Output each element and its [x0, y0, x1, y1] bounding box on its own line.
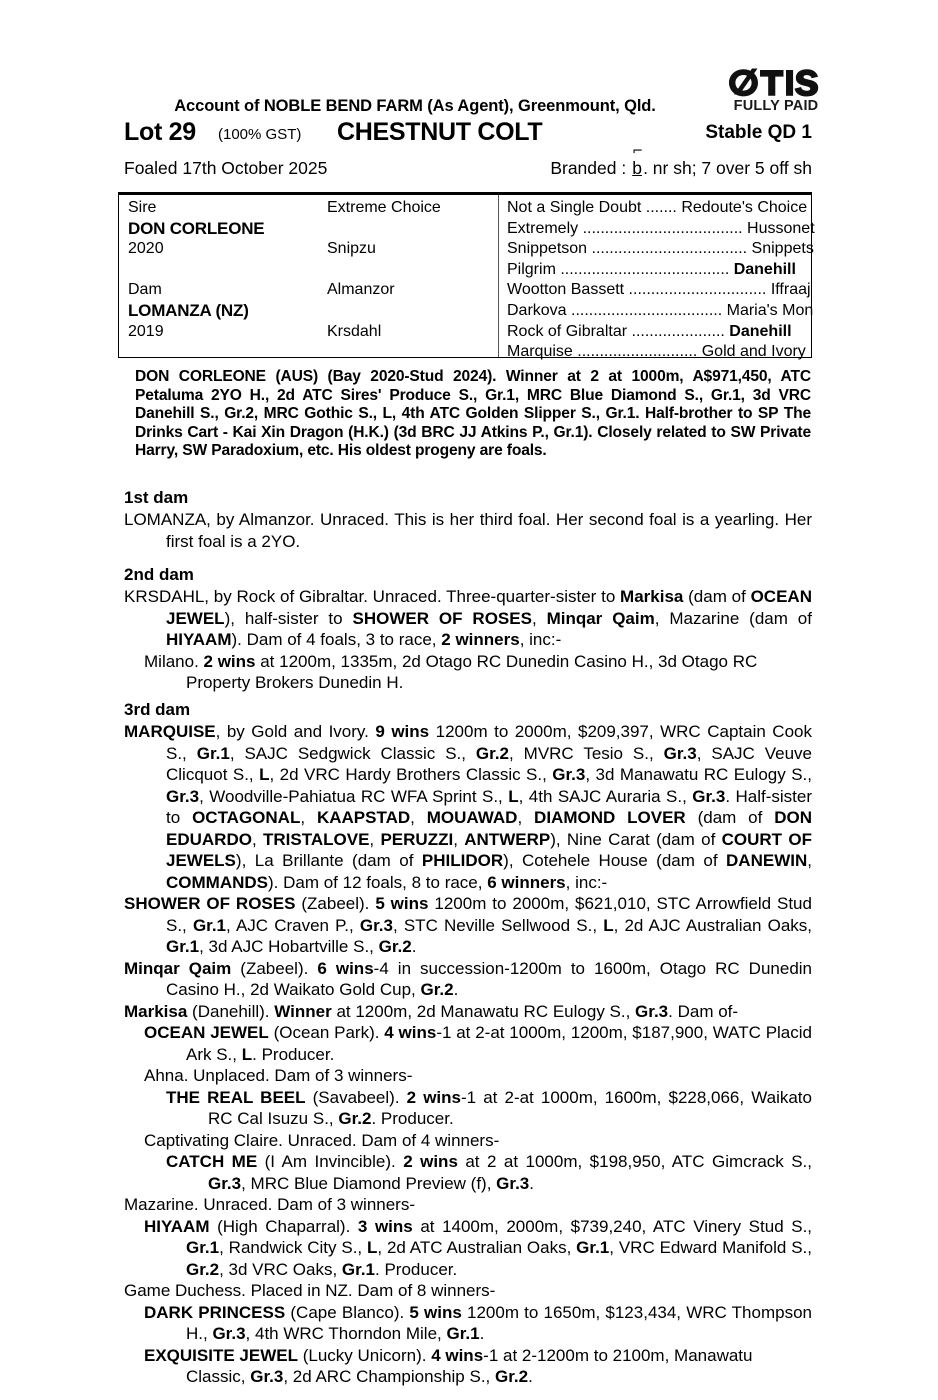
pedigree-paragraph: Milano. 2 wins at 1200m, 1335m, 2d Otago RC Dunedin Casino H., 3d Otago RC Property Brokers Dunedin H. [144, 651, 758, 692]
ancestor-left: Rock of Gibraltar [507, 322, 628, 340]
fully-paid-label: FULLY PAID [733, 98, 819, 114]
pedigree-progeny-entry: Game Duchess. Placed in NZ. Dam of 8 winners- [124, 1281, 496, 1300]
second-dam-body [124, 586, 812, 694]
leader-dots: ..................... [627, 322, 730, 340]
leader-dots: .................................... [578, 219, 748, 237]
dam-sire: Almanzor [327, 281, 395, 299]
pedigree-ancestor-row [507, 301, 814, 322]
pedigree-progeny-entry: OCEAN JEWEL (Ocean Park). 4 wins-1 at 2-at 1000m, 1200m, $187,900, WATC Placid Ark S., L. Producer. [144, 1023, 812, 1064]
colour-and-sex: CHESTNUT COLT [337, 118, 543, 146]
ancestor-left: Marquise [507, 343, 573, 361]
ancestor-left: Snippetson [507, 240, 588, 258]
pedigree-progeny-entry: CATCH ME (I Am Invincible). 2 wins at 2 at 1000m, $198,950, ATC Gimcrack S., Gr.3, MRC Blue Diamond Preview (f), Gr.3. [166, 1152, 813, 1193]
pedigree-ancestor-row [507, 260, 803, 281]
ancestor-right: Hussonet [747, 219, 815, 237]
lot-title-row [124, 119, 812, 149]
branded-label: Branded : [550, 158, 632, 178]
first-dam-section [124, 488, 812, 552]
pedigree-col-great-grandparents [507, 198, 815, 363]
branded-info [550, 144, 812, 179]
brand-symbol-icon: ⌐ b [632, 144, 643, 178]
pedigree-ancestor-row [507, 198, 808, 219]
dam-label: Dam [128, 281, 162, 299]
pedigree-progeny-entry: Markisa (Danehill). Winner at 1200m, 2d Manawatu RC Eulogy S., Gr.3. Dam of- [124, 1001, 739, 1021]
ancestor-left: Extremely [507, 219, 579, 237]
sire-summary: DON CORLEONE (AUS) (Bay 2020-Stud 2024). Winner at 2 at 1000m, A$971,450, ATC Petaluma 2YO H., 2d ATC Sires' Produce S., Gr.1, MRC Blue Diamond S., Gr.1, 3d VRC Danehill S., Gr.2, MRC Gothic S., L, 4th ATC Golden Slipper S., Gr.1. Half-brother to SP The Drinks Cart - Kai Xin Dragon (H.K.) (3d BRC JJ Atkins P., Gr.1). Closely related to SW Private Harry, SW Paradoxium, etc. His oldest progeny are foals. [135, 368, 811, 460]
dam-year: 2019 [128, 322, 164, 340]
second-dam-heading: 2nd dam [124, 565, 194, 584]
dam-dam: Krsdahl [327, 322, 382, 340]
ancestor-right: Iffraaj [770, 281, 811, 299]
ancestor-right: Redoute's Choice [681, 199, 808, 216]
pedigree-progeny-entry: EXQUISITE JEWEL (Lucky Unicorn). 4 wins-1 at 2-1200m to 2100m, Manawatu Classic, Gr.3, 2d ARC Championship S., Gr.2. [144, 1345, 753, 1386]
pedigree-ancestor-row [507, 342, 806, 363]
leader-dots: ............................... [624, 281, 771, 299]
pedigree-col-grandparents [327, 198, 502, 342]
leader-dots: ...................................... [555, 260, 734, 278]
sire-dam: Snipzu [327, 240, 376, 258]
ancestor-right: Snippets [751, 240, 814, 258]
pedigree-ancestor-row [507, 219, 815, 240]
foaled-date: Foaled 17th October 2025 [124, 158, 328, 178]
ancestor-right: Danehill [729, 322, 792, 340]
ancestor-left: Wootton Bassett [507, 281, 625, 299]
third-dam-heading: 3rd dam [124, 700, 191, 719]
ancestor-left: Not a Single Doubt [507, 199, 642, 216]
pedigree-progeny-entry: Captivating Claire. Unraced. Dam of 4 winners- [144, 1130, 500, 1150]
branded-description: . nr sh; 7 over 5 off sh [643, 158, 812, 178]
leader-dots: ........................... [572, 343, 702, 361]
pedigree-progeny-entry: Minqar Qaim (Zabeel). 6 wins-4 in succession-1200m to 1600m, Otago RC Dunedin Casino H., 2d Waikato Gold Cup, Gr.2. [124, 958, 813, 999]
pedigree-progeny-entry: Mazarine. Unraced. Dam of 3 winners- [124, 1195, 416, 1214]
pedigree-paragraph: KRSDAHL, by Rock of Gibraltar. Unraced. Three-quarter-sister to Markisa (dam of OCEAN JEWEL), half-sister to SHOWER OF ROSES, Minqar Qaim, Mazarine (dam of HIYAAM). Dam of 4 foals, 3 to race, 2 winners, inc:- [124, 587, 812, 649]
dam-name: LOMANZA (NZ) [128, 300, 249, 320]
leader-dots: ....... [641, 199, 682, 216]
pedigree-progeny-entry: Ahna. Unplaced. Dam of 3 winners- [144, 1066, 413, 1085]
first-dam-heading: 1st dam [124, 488, 189, 507]
pedigree-table [118, 192, 815, 361]
sire-sire: Extreme Choice [327, 199, 441, 216]
leader-dots: ................................... [587, 240, 752, 258]
third-dam-section [124, 700, 812, 1388]
ancestor-right: Maria's Mon [726, 301, 814, 319]
third-dam-body [124, 721, 812, 1388]
otis-wordmark-icon [727, 68, 825, 98]
pedigree-ancestor-row [507, 239, 814, 260]
sire-year: 2020 [128, 240, 164, 258]
pedigree-progeny-entry: MARQUISE, by Gold and Ivory. 9 wins 1200m to 2000m, $209,397, WRC Captain Cook S., Gr.1, SAJC Sedgwick Classic S., Gr.2, MVRC Tesio S., Gr.3, SAJC Veuve Clicquot S., L, 2d VRC Hardy Brothers Classic S., Gr.3, 3d Manawatu RC Eulogy S., Gr.3, Woodville-Pahiatua RC WFA Sprint S., L, 4th SAJC Auraria S., Gr.3. Half-sister to OCTAGONAL, KAAPSTAD, MOUAWAD, DIAMOND LOVER (dam of DON EDUARDO, TRISTALOVE, PERUZZI, ANTWERP), Nine Carat (dam of COURT OF JEWELS), La Brillante (dam of PHILIDOR), Cotehele House (dam of DANEWIN, COMMANDS). Dam of 12 foals, 8 to race, 6 winners, inc:- [124, 722, 813, 892]
ancestor-left: Pilgrim [507, 260, 556, 278]
lot-number: Lot 29 [124, 118, 196, 146]
foaled-branded-row [124, 144, 812, 180]
pedigree-col-parents [128, 198, 328, 342]
stable-location: Stable QD 1 [705, 122, 812, 143]
sire-name: DON CORLEONE [128, 218, 265, 238]
ancestor-right: Gold and Ivory [701, 343, 806, 361]
pedigree-ancestor-row [507, 280, 811, 301]
account-line: Account of NOBLE BEND FARM (As Agent), Greenmount, Qld. [174, 97, 656, 115]
pedigree-progeny-entry: DARK PRINCESS (Cape Blanco). 5 wins 1200m to 1650m, $123,434, WRC Thompson H., Gr.3, 4th WRC Thorndon Mile, Gr.1. [144, 1302, 812, 1343]
first-dam-body: LOMANZA, by Almanzor. Unraced. This is her third foal. Her second foal is a yearling. Her first foal is a 2YO. [124, 510, 812, 551]
pedigree-progeny-entry: THE REAL BEEL (Savabeel). 2 wins-1 at 2-at 1000m, 1600m, $228,066, Waikato RC Cal Isuzu S., Gr.2. Producer. [166, 1087, 812, 1128]
ancestor-right: Danehill [733, 260, 796, 278]
pedigree-ancestor-row [507, 322, 803, 343]
leader-dots: .................................. [566, 301, 727, 319]
sire-label: Sire [128, 199, 157, 216]
pedigree-progeny-entry: SHOWER OF ROSES (Zabeel). 5 wins 1200m to 2000m, $621,010, STC Arrowfield Stud S., Gr.1, AJC Craven P., Gr.3, STC Neville Sellwood S., L, 2d AJC Australian Oaks, Gr.1, 3d AJC Hobartville S., Gr.2. [124, 894, 812, 956]
pedigree-progeny-entry: HIYAAM (High Chaparral). 3 wins at 1400m, 2000m, $739,240, ATC Vinery Stud S., Gr.1, Randwick City S., L, 2d ATC Australian Oaks, Gr.1, VRC Edward Manifold S., Gr.2, 3d VRC Oaks, Gr.1. Producer. [144, 1216, 813, 1279]
gst-note: (100% GST) [218, 126, 302, 143]
ancestor-left: Darkova [507, 301, 567, 319]
second-dam-section [124, 565, 812, 694]
